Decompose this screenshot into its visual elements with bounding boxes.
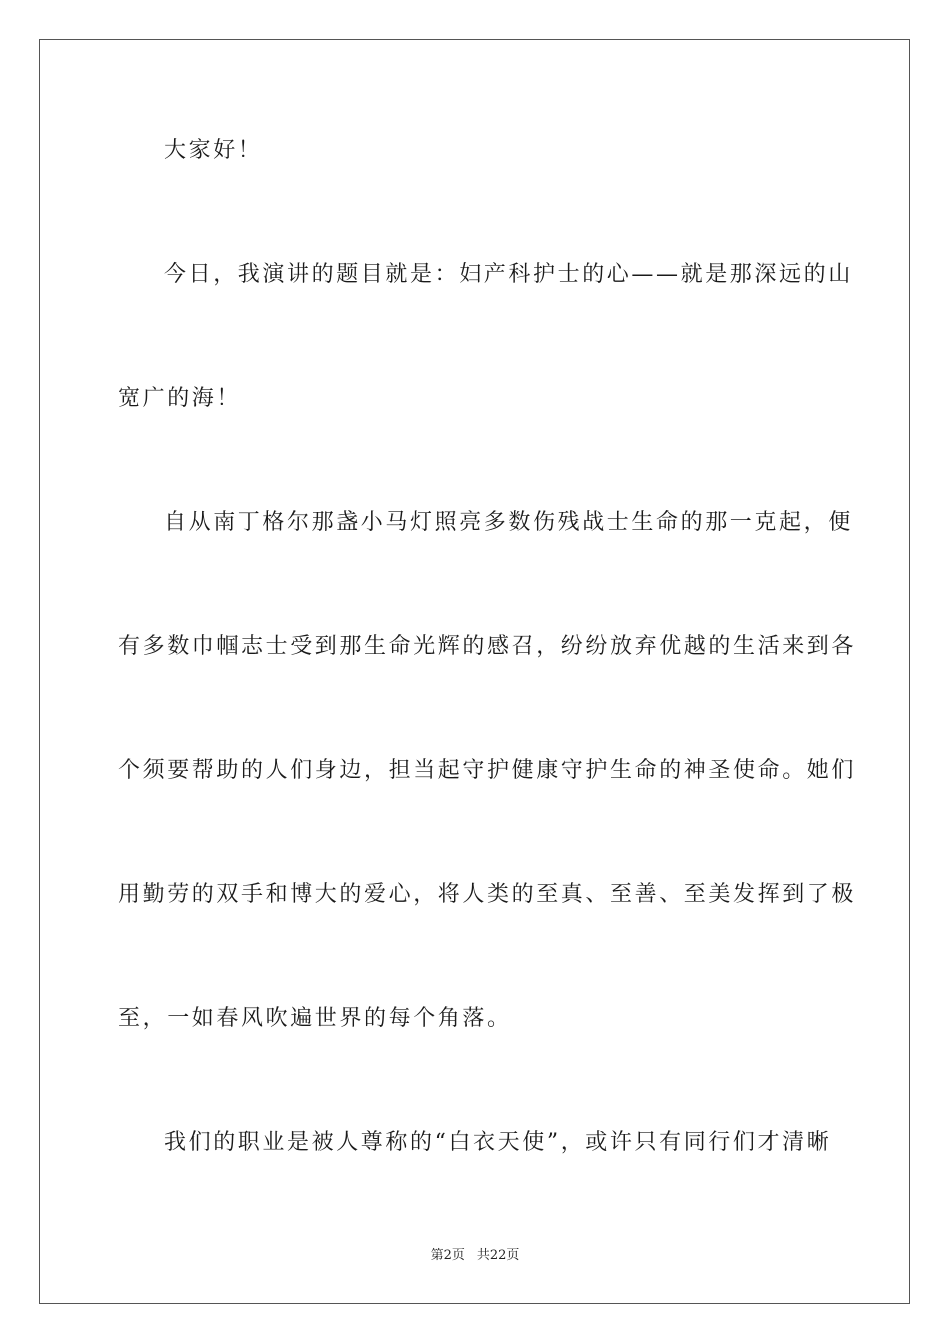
paragraph-line: 宽广的海！ xyxy=(118,386,242,411)
page-total: 共22页 xyxy=(476,1248,520,1263)
paragraph-line: 自从南丁格尔那盏小马灯照亮多数伤残战士生命的那一克起，便 xyxy=(164,510,853,535)
page-frame xyxy=(39,39,910,1304)
paragraph-line: 我们的职业是被人尊称的“白衣天使”，或许只有同行们才清晰 xyxy=(164,1130,832,1155)
paragraph-line: 有多数巾帼志士受到那生命光辉的感召，纷纷放弃优越的生活来到各 xyxy=(118,634,857,659)
page-number: 第2页 xyxy=(430,1248,465,1263)
paragraph-line: 用勤劳的双手和博大的爱心，将人类的至真、至善、至美发挥到了极 xyxy=(118,882,857,907)
paragraph-line: 大家好！ xyxy=(164,138,263,163)
paragraph-line: 至，一如春风吹遍世界的每个角落。 xyxy=(118,1006,512,1031)
paragraph-line: 今日，我演讲的题目就是：妇产科护士的心——就是那深远的山 xyxy=(164,262,853,287)
page-footer xyxy=(0,1247,950,1265)
paragraph-line: 个须要帮助的人们身边，担当起守护健康守护生命的神圣使命。她们 xyxy=(118,758,857,783)
